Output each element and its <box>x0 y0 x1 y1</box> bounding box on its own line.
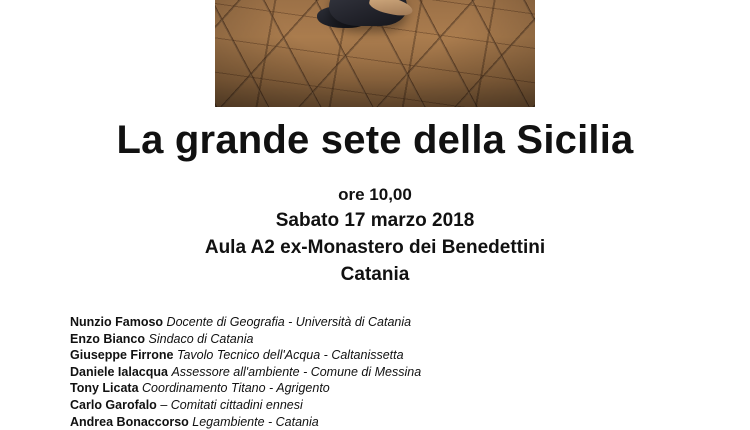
photo-vignette <box>215 0 535 107</box>
list-item <box>70 331 680 348</box>
list-item <box>70 347 680 364</box>
event-date: Sabato 17 marzo 2018 <box>275 210 475 231</box>
speaker-role: Coordinamento Titano - Agrigento <box>142 381 330 396</box>
list-item <box>70 414 680 430</box>
speaker-role: – Comitati cittadini ennesi <box>160 397 303 412</box>
event-details <box>0 182 750 288</box>
speaker-role: Sindaco di Catania <box>148 331 254 346</box>
speaker-name: Enzo Bianco <box>70 331 146 346</box>
event-city: Catania <box>340 264 410 285</box>
list-item <box>70 397 680 414</box>
speaker-name: Carlo Garofalo <box>70 397 157 412</box>
list-item <box>70 380 680 397</box>
poster-photo <box>215 0 535 107</box>
poster-title: La grande sete della Sicilia <box>116 118 634 162</box>
event-venue: Aula A2 ex-Monastero dei Benedettini <box>204 237 546 258</box>
speaker-role: Assessore all'ambiente - Comune di Messina <box>171 364 422 379</box>
speaker-name: Andrea Bonaccorso <box>70 414 189 429</box>
speaker-name: Tony Licata <box>70 381 139 396</box>
speaker-role: Legambiente - Catania <box>192 414 319 429</box>
speaker-name: Nunzio Famoso <box>70 315 164 329</box>
list-item <box>70 314 680 331</box>
speaker-role: Tavolo Tecnico dell'Acqua - Caltanissetta <box>176 348 404 363</box>
speaker-name: Daniele Ialacqua <box>70 364 168 379</box>
list-item <box>70 364 680 381</box>
speaker-name: Giuseppe Firrone <box>70 348 174 363</box>
event-time: ore 10,00 <box>338 185 412 204</box>
speaker-role: Docente di Geografia - Università di Catania <box>166 315 412 329</box>
speakers-list <box>70 314 680 430</box>
